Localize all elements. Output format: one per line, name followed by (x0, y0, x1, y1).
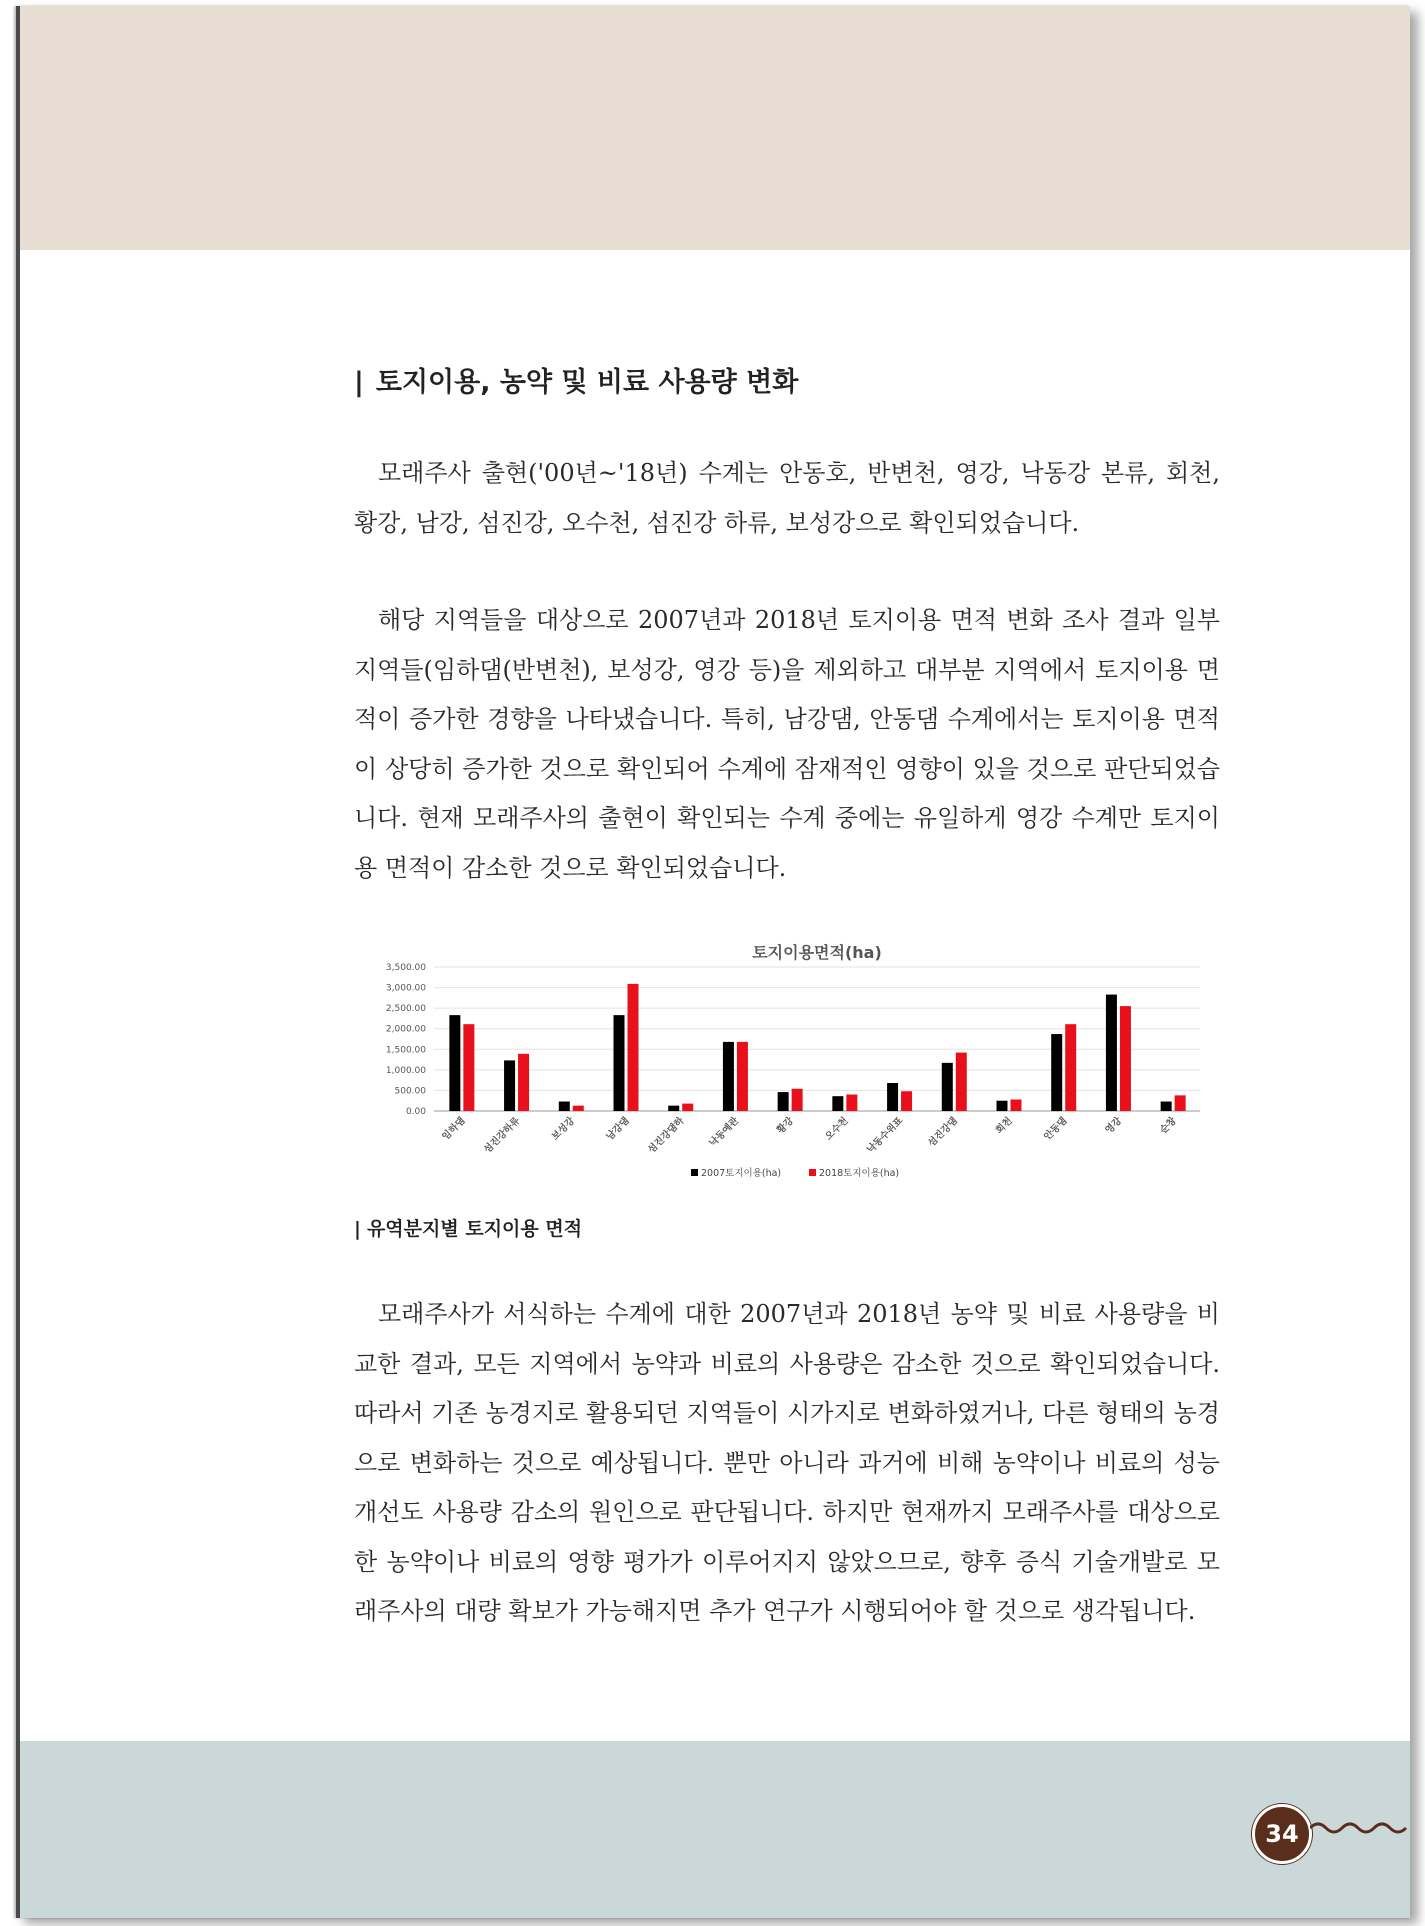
legend-label: 2018토지이용(ha) (819, 1168, 900, 1179)
legend-swatch (691, 1169, 698, 1176)
bar-2018 (518, 1054, 529, 1111)
bar-2018 (901, 1091, 912, 1111)
document-page (16, 6, 1410, 1918)
chart-title: 토지이용면적(ha) (752, 943, 882, 962)
bar-2007 (1051, 1034, 1062, 1111)
x-tick-label: 섬진강하류 (481, 1115, 523, 1156)
bar-2018 (628, 984, 639, 1111)
x-tick-label: 영강 (1103, 1115, 1125, 1137)
bar-2007 (449, 1015, 460, 1111)
caption-marker: | (354, 1218, 361, 1240)
legend-swatch (809, 1169, 816, 1176)
bar-2007 (614, 1015, 625, 1111)
bar-2007 (723, 1042, 734, 1111)
bar-2007 (997, 1101, 1008, 1111)
bar-2018 (573, 1106, 584, 1111)
bar-2018 (682, 1104, 693, 1111)
footer-band (20, 1741, 1410, 1918)
bar-2018 (846, 1095, 857, 1111)
y-tick-label: 500.00 (394, 1086, 426, 1097)
chart-svg (354, 936, 1214, 1181)
x-tick-label: 순창 (1158, 1115, 1179, 1137)
y-tick-label: 3,000.00 (385, 983, 426, 994)
y-tick-label: 1,000.00 (385, 1065, 426, 1076)
paragraph-2: 해당 지역들을 대상으로 2007년과 2018년 토지이용 면적 변화 조사 결과 일부 지역들(임하댐(반변천), 보성강, 영강 등)을 제외하고 대부분 지역에서 토지이용 면적이 증가한 경향을 나타냈습니다. 특히, 남강댐, 안동댐 수계에서는 토지이용 면적이 상당히 증가한 것으로 확인되어 수계에 잠재적인 영향이 있을 것으로 판단되었습니다. 현재 모래주사의 출현이 확인되는 수계 중에는 유일하게 영강 수계만 토지이용 면적이 감소한 것으로 확인되었습니다. (354, 606, 1220, 882)
x-tick-label: 남강댐 (604, 1115, 632, 1143)
y-tick-label: 1,500.00 (385, 1045, 426, 1056)
paragraph-3: 모래주사가 서식하는 수계에 대한 2007년과 2018년 농약 및 비료 사용량을 비교한 결과, 모든 지역에서 농약과 비료의 사용량은 감소한 것으로 확인되었습니다. 따라서 기존 농경지로 활용되던 지역들이 시가지로 변화하였거나, 다른 형태의 농경으로 변화하는 것으로 예상됩니다. 뿐만 아니라 과거에 비해 농약이나 비료의 성능 개선도 사용량 감소의 원인으로 판단됩니다. 하지만 현재까지 모래주사를 대상으로 한 농약이나 비료의 영향 평가가 이루어지지 않았으므로, 향후 증식 기술개발로 모래주사의 대량 확보가 가능해지면 추가 연구가 시행되어야 할 것으로 생각됩니다. (354, 1300, 1220, 1625)
x-tick-label: 보성강 (549, 1115, 577, 1143)
x-tick-label: 임하댐 (440, 1115, 468, 1143)
bar-2018 (737, 1042, 748, 1111)
bar-2018 (792, 1089, 803, 1111)
bar-2018 (956, 1053, 967, 1111)
bar-2018 (1065, 1024, 1076, 1111)
bar-2007 (668, 1106, 679, 1111)
x-tick-label: 낙동수위표 (864, 1115, 906, 1156)
bar-2018 (1011, 1099, 1022, 1111)
x-tick-label: 회천 (993, 1115, 1015, 1137)
bar-2018 (463, 1024, 474, 1111)
x-tick-label: 낙동예관 (707, 1115, 742, 1150)
y-tick-label: 0.00 (405, 1107, 426, 1117)
page-number-badge: 34 (1252, 1804, 1312, 1864)
bar-2007 (1106, 995, 1117, 1111)
header-band (20, 6, 1410, 250)
chart-caption (354, 1214, 582, 1241)
x-tick-label: 안동댐 (1042, 1115, 1070, 1143)
bar-2007 (832, 1096, 843, 1111)
bar-2007 (1161, 1102, 1172, 1111)
y-tick-label: 2,000.00 (385, 1024, 426, 1035)
x-tick-label: 황강 (775, 1115, 796, 1137)
bar-2007 (504, 1060, 515, 1111)
bar-2007 (942, 1063, 953, 1111)
bar-2007 (887, 1083, 898, 1111)
legend-label: 2007토지이용(ha) (701, 1168, 782, 1179)
paragraph-1: 모래주사 출현('00년~'18년) 수계는 안동호, 반변천, 영강, 낙동강 본류, 회천, 황강, 남강, 섬진강, 오수천, 섬진강 하류, 보성강으로 확인되었습니다. (354, 459, 1220, 537)
bar-2018 (1175, 1095, 1186, 1111)
heading-text: 토지이용, 농약 및 비료 사용량 변화 (375, 367, 799, 398)
caption-text: 유역분지별 토지이용 면적 (366, 1218, 583, 1240)
bar-2007 (778, 1092, 789, 1111)
y-tick-label: 2,500.00 (385, 1004, 426, 1015)
bar-2018 (1120, 1006, 1131, 1111)
land-use-chart (354, 936, 1214, 1181)
x-tick-label: 섬진강댐하 (646, 1115, 687, 1156)
wave-ornament-icon (1310, 1816, 1410, 1840)
x-tick-label: 섬진강댐 (926, 1115, 960, 1150)
heading-marker: | (354, 367, 364, 398)
section-heading (354, 360, 798, 399)
x-tick-label: 오수천 (823, 1115, 851, 1143)
bar-2007 (559, 1102, 570, 1111)
y-tick-label: 3,500.00 (385, 963, 426, 973)
